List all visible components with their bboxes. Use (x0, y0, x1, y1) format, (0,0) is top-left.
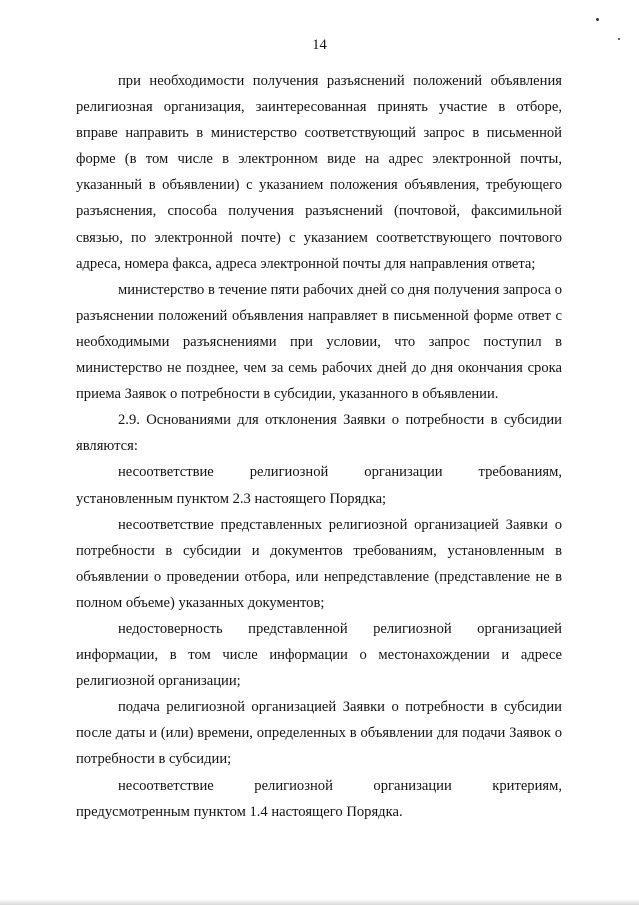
document-body (76, 68, 562, 825)
paragraph-ground-false-info: недостоверность представленной религиозной организацией информации, в том числе информации о местонахождении и адресе религиозной организации; (76, 620, 562, 690)
paragraph-ground-documents: несоответствие представленных религиозной организацией Заявки о потребности в субсидии и документов требованиям, установленным в объявлении о проведении отбора, или непредставление (представление не в полном объеме) указанных документов; (76, 516, 562, 611)
scan-bottom-edge (0, 899, 639, 905)
page-number: 14 (312, 37, 327, 53)
paragraph-ground-requirements: несоответствие религиозной организации требованиям, установленным пунктом 2.3 настоящего Порядка; (76, 464, 562, 507)
paragraph-ministry-response: министерство в течение пяти рабочих дней со дня получения запроса о разъяснении положений объявления направляет в письменной форме ответ с необходимыми разъяснениями при условии, что запрос поступил в министерство не позднее, чем за семь рабочих дней до дня окончания срока приема Заявок о потребности в субсидии, указанного в объявлении. (76, 281, 562, 403)
paragraph-clarification-request: при необходимости получения разъяснений положений объявления религиозная организация, заинтересованная принять участие в отборе, вправе направить в министерство соответствующий запрос в письменной форме (в том числе в электронном виде на адрес электронной почты, указанный в объявлении) с указанием положения объявления, требующего разъяснения, способа получения разъяснений (почтовой, факсимильной связью, по электронной почте) с указанием соответствующего почтового адреса, номера факса, адреса электронной почты для направления ответа; (76, 73, 562, 272)
paragraph-ground-criteria: несоответствие религиозной организации критериям, предусмотренным пунктом 1.4 настоящего Порядка. (76, 777, 562, 820)
scan-speck (596, 18, 599, 21)
paragraph-ground-late-submission: подача религиозной организацией Заявки о потребности в субсидии после даты и (или) времени, определенных в объявлении для подачи Заявок о потребности в субсидии; (76, 699, 562, 768)
paragraph-rejection-grounds: 2.9. Основаниями для отклонения Заявки о потребности в субсидии являются: (76, 412, 562, 455)
